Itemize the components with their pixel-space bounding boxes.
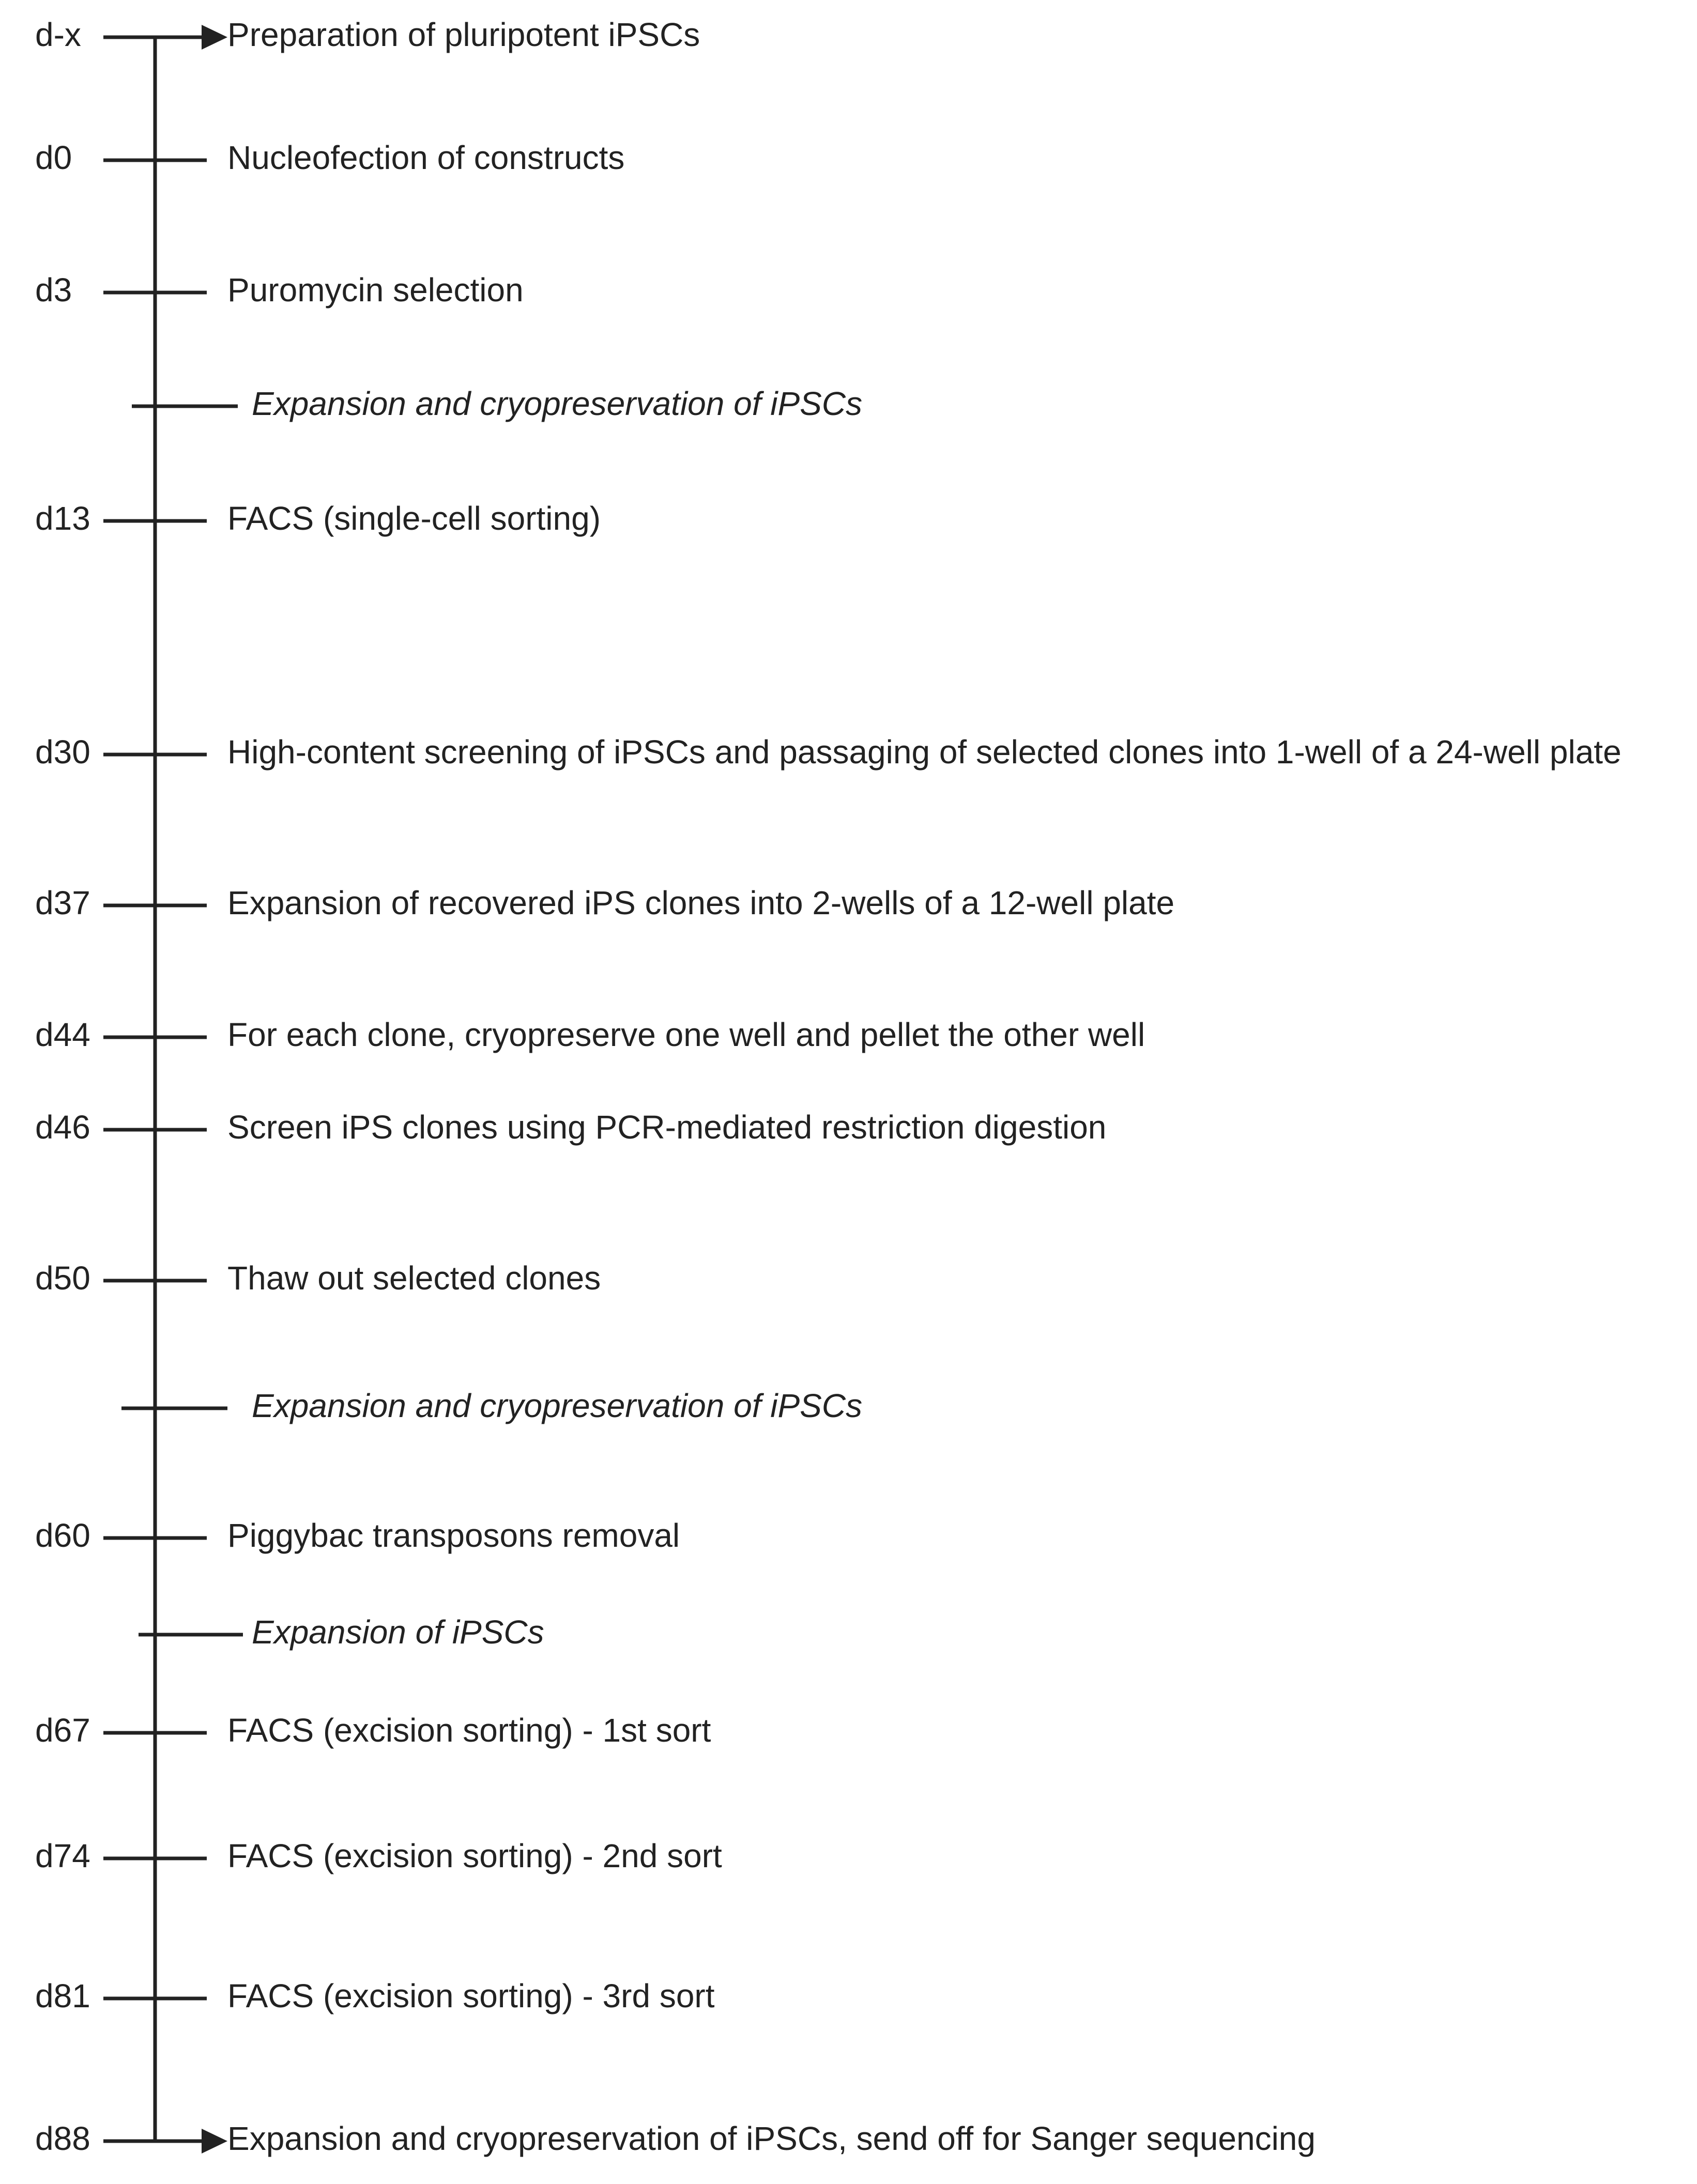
step-label: FACS (single-cell sorting) <box>227 499 601 537</box>
day-label: d13 <box>35 499 90 537</box>
timeline-interval <box>121 1387 862 1424</box>
step-label: Thaw out selected clones <box>227 1259 601 1297</box>
timeline-step <box>35 1109 1106 1146</box>
day-label: d-x <box>35 16 81 53</box>
step-label: FACS (excision sorting) - 1st sort <box>227 1711 711 1749</box>
timeline-step <box>35 2120 1316 2157</box>
step-label: FACS (excision sorting) - 3rd sort <box>227 1977 715 2014</box>
timeline-step <box>35 1837 722 1874</box>
timeline-interval <box>139 1613 544 1651</box>
day-label: d50 <box>35 1259 90 1297</box>
day-label: d44 <box>35 1016 90 1053</box>
interval-label: Expansion of iPSCs <box>252 1613 544 1651</box>
step-label: Screen iPS clones using PCR-mediated restriction digestion <box>227 1108 1107 1146</box>
step-label: High-content screening of iPSCs and passaging of selected clones into 1-well of a 24-well plate <box>227 733 1622 771</box>
timeline-steps <box>35 16 1622 2157</box>
day-label: d67 <box>35 1711 90 1749</box>
day-label: d88 <box>35 2119 90 2157</box>
timeline-step <box>35 1517 680 1554</box>
day-label: d60 <box>35 1516 90 1554</box>
step-label: Expansion and cryopreservation of iPSCs, send off for Sanger sequencing <box>227 2119 1316 2157</box>
timeline-interval <box>132 385 862 422</box>
arrow-head-icon <box>202 2129 227 2154</box>
step-label: Piggybac transposons removal <box>227 1516 680 1554</box>
timeline-step <box>35 884 1174 921</box>
day-label: d81 <box>35 1977 90 2014</box>
day-label: d30 <box>35 733 90 771</box>
timeline-step <box>35 271 524 309</box>
interval-label: Expansion and cryopreservation of iPSCs <box>252 1387 863 1424</box>
step-label: FACS (excision sorting) - 2nd sort <box>227 1837 722 1874</box>
step-label: Expansion of recovered iPS clones into 2-wells of a 12-well plate <box>227 884 1175 921</box>
day-label: d46 <box>35 1108 90 1146</box>
timeline-step <box>35 500 601 537</box>
timeline-step <box>35 16 700 53</box>
timeline-step <box>35 139 624 176</box>
interval-label: Expansion and cryopreservation of iPSCs <box>252 384 863 422</box>
step-label: Puromycin selection <box>227 271 524 309</box>
day-label: d0 <box>35 139 72 176</box>
step-label: For each clone, cryopreserve one well and pellet the other well <box>227 1016 1145 1053</box>
timeline-step <box>35 733 1622 771</box>
day-label: d3 <box>35 271 72 309</box>
day-label: d74 <box>35 1837 90 1874</box>
timeline-step <box>35 1712 711 1749</box>
day-label: d37 <box>35 884 90 921</box>
timeline-step <box>35 1016 1145 1053</box>
timeline-step <box>35 1259 601 1297</box>
timeline-step <box>35 1977 715 2014</box>
step-label: Preparation of pluripotent iPSCs <box>227 16 700 53</box>
arrow-head-icon <box>202 25 227 50</box>
step-label: Nucleofection of constructs <box>227 139 625 176</box>
